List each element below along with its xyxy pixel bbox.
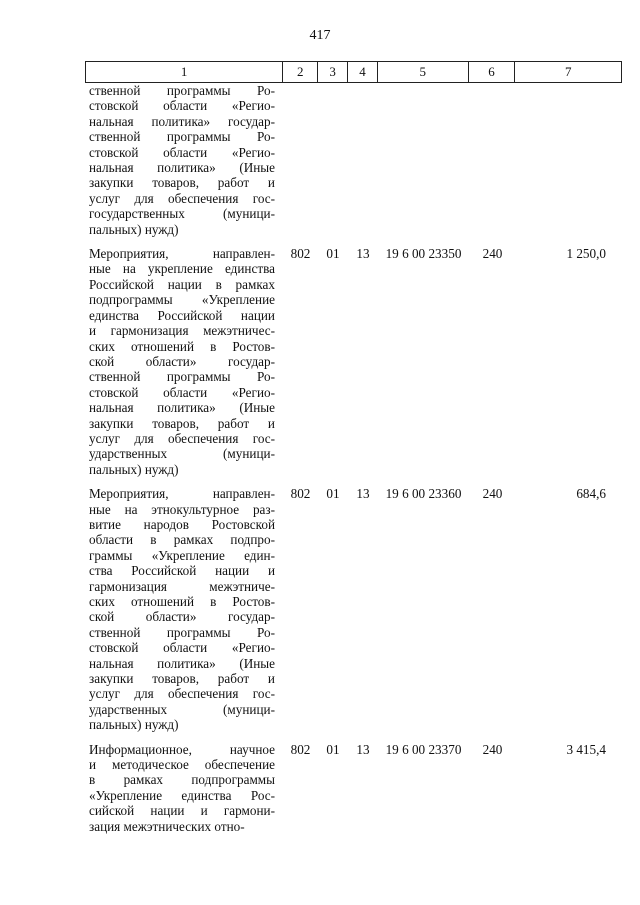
description-line: закупки товаров, работ и — [89, 175, 275, 191]
cell-col-7: 684,6 — [576, 486, 606, 502]
description-line: нальная политика» (Иные — [89, 400, 275, 416]
description-line: пальных) нужд) — [89, 221, 179, 237]
header-col-3: 3 — [318, 62, 348, 82]
header-col-7: 7 — [564, 64, 572, 79]
description-line: нальная политика» (Иные — [89, 655, 275, 671]
description-line: гармонизация межэтниче- — [89, 578, 275, 594]
cell-col-3 — [318, 83, 348, 237]
description-line: граммы «Укрепление един- — [89, 547, 275, 563]
description-line: закупки товаров, работ и — [89, 671, 275, 687]
description-line: Российской нации в рамках — [89, 276, 275, 292]
cell-col-3: 01 — [326, 741, 340, 757]
header-col-2: 2 — [283, 62, 318, 82]
description-line: услуг для обеспечения гос- — [89, 430, 275, 446]
description-line: ства Российской нации и — [89, 563, 275, 579]
description-line: ских отношений в Ростов- — [89, 338, 275, 354]
description-line: ударственных (муници- — [89, 701, 275, 717]
description-line: в рамках подпрограммы — [89, 772, 275, 788]
description-line: нальная политика» государ- — [89, 113, 275, 129]
description-line: витие народов Ростовской — [89, 516, 275, 532]
cell-col-6: 240 — [482, 741, 503, 757]
description-line: закупки товаров, работ и — [89, 415, 275, 431]
description-line: подпрограммы «Укрепление — [89, 292, 275, 308]
description-line: ственной программы Ро- — [89, 129, 275, 145]
description-line: ные на укрепление единства — [89, 261, 275, 277]
cell-col-6: 240 — [482, 486, 503, 502]
cell-col-2: 802 — [290, 741, 311, 757]
table-row — [85, 742, 622, 834]
table-header — [85, 61, 622, 83]
description-line: ственной программы Ро- — [89, 624, 275, 640]
description-line: Мероприятия, направлен- — [89, 486, 275, 502]
description-line: Мероприятия, направлен- — [89, 246, 275, 262]
cell-col-5 — [378, 83, 469, 237]
description-line: ственной программы Ро- — [89, 83, 275, 98]
description-line: стовской области «Регио- — [89, 384, 275, 400]
cell-col-2 — [283, 83, 318, 237]
description-line: стовской области «Регио- — [89, 640, 275, 656]
description-line: нальная политика» (Иные — [89, 160, 275, 176]
cell-col-5: 19 6 00 23370 — [385, 741, 462, 757]
description-line: услуг для обеспечения гос- — [89, 190, 275, 206]
description-line: стовской области «Регио- — [89, 144, 275, 160]
page-number: 417 — [309, 28, 331, 43]
description-line: ской области» государ- — [89, 353, 275, 369]
description-line: сийской нации и гармони- — [89, 803, 275, 819]
cell-col-5: 19 6 00 23350 — [385, 246, 462, 262]
row-description — [85, 742, 275, 834]
description-line: стовской области «Регио- — [89, 98, 275, 114]
header-col-1: 1 — [86, 62, 283, 82]
cell-col-2: 802 — [290, 246, 311, 262]
cell-col-4: 13 — [356, 741, 370, 757]
table-body — [85, 83, 622, 843]
description-line: зация межэтнических отно- — [89, 818, 245, 834]
cell-col-2: 802 — [290, 486, 311, 502]
cell-col-6 — [469, 83, 516, 237]
description-line: услуг для обеспечения гос- — [89, 686, 275, 702]
cell-col-7: 3 415,4 — [566, 741, 606, 757]
description-line: ской области» государ- — [89, 609, 275, 625]
description-line: ные на этнокультурное раз- — [89, 501, 275, 517]
table-row — [85, 246, 622, 477]
description-line: пальных) нужд) — [89, 461, 179, 477]
table-row — [85, 486, 622, 733]
cell-col-6: 240 — [482, 246, 503, 262]
header-col-4: 4 — [348, 62, 378, 82]
description-line: единства Российской нации — [89, 307, 275, 323]
description-line: области в рамках подпро- — [89, 532, 275, 548]
description-line: и гармонизация межэтничес- — [89, 323, 275, 339]
cell-col-4: 13 — [356, 246, 370, 262]
description-line: государственных (муници- — [89, 206, 275, 222]
header-col-5: 5 — [378, 62, 469, 82]
row-description — [85, 486, 275, 733]
cell-col-4 — [348, 83, 378, 237]
description-line: Информационное, научное — [89, 741, 275, 757]
description-line: ских отношений в Ростов- — [89, 594, 275, 609]
cell-col-3: 01 — [326, 486, 340, 502]
description-line: ударственных (муници- — [89, 446, 275, 462]
header-col-6: 6 — [469, 62, 516, 82]
description-line: пальных) нужд) — [89, 717, 179, 733]
cell-col-3: 01 — [326, 246, 340, 262]
description-line: ственной программы Ро- — [89, 369, 275, 385]
cell-col-4: 13 — [356, 486, 370, 502]
cell-col-7 — [516, 83, 622, 237]
table-row — [85, 83, 622, 237]
description-line: «Укрепление единства Рос- — [89, 787, 275, 803]
description-line: и методическое обеспечение — [89, 757, 275, 773]
cell-col-7: 1 250,0 — [566, 246, 606, 262]
cell-col-5: 19 6 00 23360 — [385, 486, 462, 502]
row-description — [85, 246, 275, 477]
row-description — [85, 83, 275, 237]
